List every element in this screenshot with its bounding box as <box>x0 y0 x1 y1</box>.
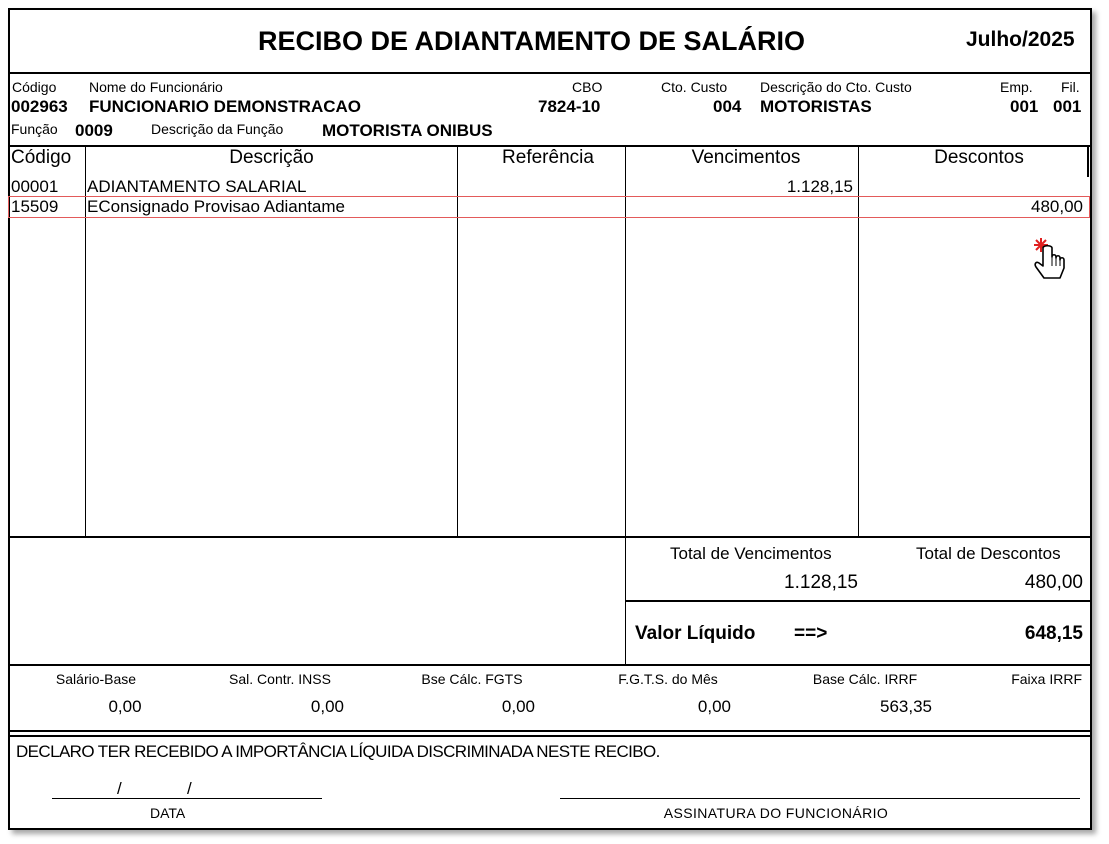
net-value-label: Valor Líquido <box>635 623 756 644</box>
col-header-deductions: Descontos <box>934 147 1024 168</box>
base-label: Bse Cálc. FGTS <box>421 671 523 687</box>
function-desc: MOTORISTA ONIBUS <box>322 121 493 140</box>
employee-name-label: Nome do Funcionário <box>89 79 223 95</box>
signature-line <box>560 798 1080 799</box>
base-label: F.G.T.S. do Mês <box>618 671 718 687</box>
total-earnings-value: 1.128,15 <box>784 572 858 593</box>
base-label: Base Cálc. IRRF <box>812 671 918 687</box>
base-value: 563,35 <box>880 697 932 716</box>
row-description: ADIANTAMENTO SALARIAL <box>87 177 307 196</box>
cbo-value: 7824-10 <box>538 97 601 116</box>
total-earnings-label: Total de Vencimentos <box>670 544 832 563</box>
col-header-reference: Referência <box>502 147 594 168</box>
base-value: 0,00 <box>501 697 535 716</box>
fil-value: 001 <box>1053 97 1082 116</box>
receipt-title: RECIBO DE ADIANTAMENTO DE SALÁRIO <box>258 26 806 56</box>
divider <box>8 72 1092 74</box>
row-description: EConsignado Provisao Adiantame <box>87 197 345 216</box>
emp-value: 001 <box>1010 97 1039 116</box>
divider <box>8 730 1092 732</box>
declaration-text: DECLARO TER RECEBIDO A IMPORTÂNCIA LÍQUIDA DISCRIMINADA NESTE RECIBO. <box>16 742 660 761</box>
date-label: DATA <box>150 805 186 821</box>
function-desc-label: Descrição da Função <box>151 121 284 137</box>
cost-center-desc: MOTORISTAS <box>760 97 872 116</box>
col-header-description: Descrição <box>229 147 314 168</box>
base-label: Sal. Contr. INSS <box>229 671 331 687</box>
divider <box>8 664 1092 666</box>
date-slash: / <box>187 779 192 798</box>
col-header-code: Código <box>11 147 72 168</box>
base-value: 0,00 <box>108 697 142 716</box>
cost-center-label: Cto. Custo <box>661 79 728 95</box>
receipt-period: Julho/2025 <box>966 28 1075 51</box>
row-highlight <box>8 196 1090 218</box>
hand-pointer-icon <box>1030 236 1070 288</box>
total-deductions-value: 480,00 <box>1024 572 1083 593</box>
cost-center-value: 004 <box>713 97 742 116</box>
row-code: 15509 <box>11 197 59 216</box>
employee-name: FUNCIONARIO DEMONSTRACAO <box>89 97 361 116</box>
base-value: 0,00 <box>697 697 731 716</box>
divider <box>8 536 1092 538</box>
col-header-earnings: Vencimentos <box>691 147 801 168</box>
function-label: Função <box>11 121 58 137</box>
base-value: 0,00 <box>310 697 344 716</box>
divider <box>626 600 1092 602</box>
fil-label: Fil. <box>1061 79 1080 95</box>
row-earnings: 1.128,15 <box>786 177 853 196</box>
total-deductions-label: Total de Descontos <box>916 544 1061 563</box>
divider <box>8 735 1092 737</box>
date-slash: / <box>117 779 122 798</box>
cost-center-desc-label: Descrição do Cto. Custo <box>760 79 912 95</box>
base-label: Salário-Base <box>55 671 137 687</box>
emp-label: Emp. <box>1000 79 1033 95</box>
cbo-label: CBO <box>572 79 603 95</box>
signature-label: ASSINATURA DO FUNCIONÁRIO <box>663 805 889 821</box>
net-value: 648,15 <box>1024 623 1083 644</box>
employee-code-label: Código <box>12 79 57 95</box>
row-code: 00001 <box>11 177 59 196</box>
employee-code: 002963 <box>11 97 68 116</box>
function-code: 0009 <box>75 121 113 140</box>
row-deductions: 480,00 <box>1031 197 1083 216</box>
base-label: Faixa IRRF <box>1011 671 1082 687</box>
net-value-arrow: ==> <box>794 623 828 644</box>
